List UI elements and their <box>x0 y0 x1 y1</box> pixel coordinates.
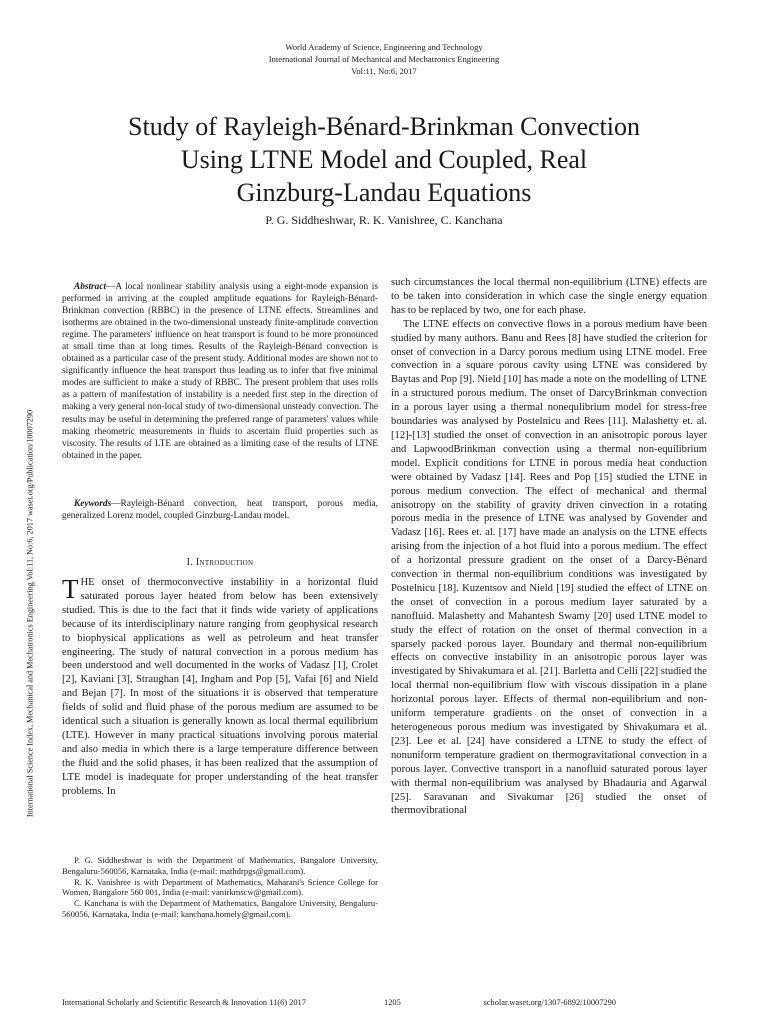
journal-header <box>0 41 768 77</box>
introduction-paragraph <box>62 576 378 799</box>
page-footer <box>62 998 708 1012</box>
continued-paragraph: such circumstances the local thermal non-equilibrium (LTNE) effects are to be taken into consideration in which case the single energy equation has to be replaced by two, one for each phase. <box>391 277 707 316</box>
introduction-text: HE onset of thermoconvective instability in a horizontal fluid saturated porous layer heated from below has been extensively studied. This is due to the fact that it finds wide variety of applications because of its interdisciplinary nature ranging from geophysical research to biophysical applications as well as petroleum and heat transfer engineering. The study of natural convection in a porous medium has been understood and well documented in the works of Vadasz [1], Crolet [2], Kaviani [3], Straughan [4], Ingham and Pop [5], Vafai [6] and Nield and Bejan [7]. In most of the situations it is observed that temperature fields of solid and fluid phase of the porous medium are assumed to be identical such a situation is generally known as local thermal equilibrium (LTE). However in many practical situations involving porous material and also media in which there is a large temperature difference between the fluid and the solid phases, it has been realized that the assumption of LTE model is inadequate for proper understanding of the heat transfer problems. In <box>62 577 378 797</box>
abstract <box>62 281 378 462</box>
keywords-label: Keywords <box>74 499 112 509</box>
author-footnotes <box>62 855 378 920</box>
title-line-2: Using LTNE Model and Coupled, Real <box>180 145 588 174</box>
right-column <box>391 276 707 818</box>
side-index-text: International Science Index, Mechanical and Mechatronics Engineering Vol:11, No:6, 2017 waset.org/Publication/10007290 <box>25 409 35 818</box>
journal-name: International Journal of Mechanical and Mechatronics Engineering <box>268 54 500 64</box>
footer-publisher: International Scholarly and Scientific Research & Innovation 11(6) 2017 <box>62 998 306 1007</box>
paper-title <box>40 110 728 209</box>
keywords-text: —Rayleigh-Bénard convection, heat transport, porous media, generalized Lorenz model, coupled Ginzburg-Landau model. <box>62 499 378 522</box>
section-heading-text: I. Introduction <box>186 557 254 568</box>
footnote: C. Kanchana is with the Department of Mathematics, Bangalore University, Bengaluru-560056, Karnataka, India (e-mail: kanchana.homely@gmail.com). <box>62 898 378 919</box>
title-line-1: Study of Rayleigh-Bénard-Brinkman Convection <box>128 112 640 141</box>
page-number: 1205 <box>384 998 401 1007</box>
abstract-text: —A local nonlinear stability analysis using a eight-mode expansion is performed in arriving at the coupled amplitude equations for Rayleigh-Bénard-Brinkman convection (RBBC) in the presence of LTNE effects. Streamlines and isotherms are obtained in the two-dimensional unsteady finite-amplitude convection regime. The parameters' influence on heat transport is found to be more pronounced at small time than at long times. Results of the Rayleigh-Bénard convection is obtained as a particular case of the present study. Additional modes are shown not to significantly influence the heat transport thus leading us to infer that five minimal modes are sufficient to make a study of RBBC. The present problem that uses rolls as a pattern of manifestation of instability is a needed first step in the direction of making a very general non-local study of two-dimensional unsteady convection. The results may be useful in determining the preferred range of parameters' values while making rheometric measurements in fluids to ascertain fluid properties such as viscosity. The results of LTE are obtained as a limiting case of the results of LTNE obtained in the paper. <box>62 282 378 461</box>
footnote: P. G. Siddheshwar is with the Department of Mathematics, Bangalore University, Bengaluru-560056, Karnataka, India (e-mail: mathdrpgs@gmail.com). <box>62 855 378 876</box>
section-heading-introduction <box>62 557 378 568</box>
abstract-label: Abstract <box>74 282 107 292</box>
journal-publisher: World Academy of Science, Engineering and Technology <box>285 42 483 52</box>
footnote: R. K. Vanishree is with Department of Mathematics, Maharani's Science College for Women, Bangalore 560 001, India (e-mail: vanirkmscw@gmail.com). <box>62 876 378 898</box>
ltne-review-paragraph: The LTNE effects on convective flows in a porous medium have been studied by many authors. Banu and Rees [8] have studied the criterion for onset of convection in a Darcy porous medium using LTNE model. Free convection in a square porous cavity using LTNE was considered by Baytas and Pop [9]. Nield [10] has made a note on the modelling of LTNE in a structured porous medium. The onset of DarcyBrinkman convection in a porous layer using a thermal nonequlibrium model for stress-free boundaries was analysed by Postelnicu and Rees [11]. Malashetty et. al.[12]-[13] studied the onset of convection in an anisotropic porous layer and LapwoodBrinkman convection using a thermal non-equilibrium model. Explicit conditions for LTNE in porous media heat conduction were obtained by Vadasz [14]. Rees and Pop [15] studied the LTNE in porous medium convection. The effect of mechanical and thermal anisotropy on the stability of gravity driven cinvection in a rotating porous media in the presence of LTNE was analysed by Govender and Vadasz [16]. Rees et. al. [17] have made an analysis on the LTNE effects arising from the injection of a hot fluid into a porous medium. The effect of a horizontal pressure gradient on the onset of a Darcy-Bénard convection in thermal non-equilibrium conditions was investigated by Postelnicu [18]. Kuzentsov and Nield [19] studied the effect of LTNE on the onset of convection in a porous medium layer saturated by a nanofluid. Malashetty and Mahantesh Swamy [20] used LTNE model to study the effect of rotation on the onset of thermal convection in a sparsely packed porous layer. Boundary and thermal non-equilibrium effects on convective instability in an anisotropic porous layer was investigated by Shivakumara et al. [21]. Barletta and Celli [22] studied the local thermal non-equilibrium flow with viscous dissipation in a plane horizontal porous layer. Effects of thermal non-equilibrium and non-uniform temperature gradients on the onset of convection in a heterogeneous porous medium was investigated by Shivakumara et al. [23]. Lee et al. [24] have considered a LTNE to study the effect of nonuniform temperature gradient on thermogravitational convection in a porous layer. Convective transport in a nanofluid saturated porous layer with thermal non-equilibrium was analysed by Bhadauria and Agarwal [25]. Saravanan and Sivakumar [26] studied the onset of thermovibrational <box>391 318 707 817</box>
footer-url: scholar.waset.org/1307-6892/10007290 <box>483 998 616 1007</box>
drop-cap: T <box>62 574 79 604</box>
journal-volume: Vol:11, No:6, 2017 <box>351 66 417 76</box>
title-line-3: Ginzburg-Landau Equations <box>236 178 532 207</box>
keywords <box>62 498 378 522</box>
author-list: P. G. Siddheshwar, R. K. Vanishree, C. Kanchana <box>265 213 503 227</box>
